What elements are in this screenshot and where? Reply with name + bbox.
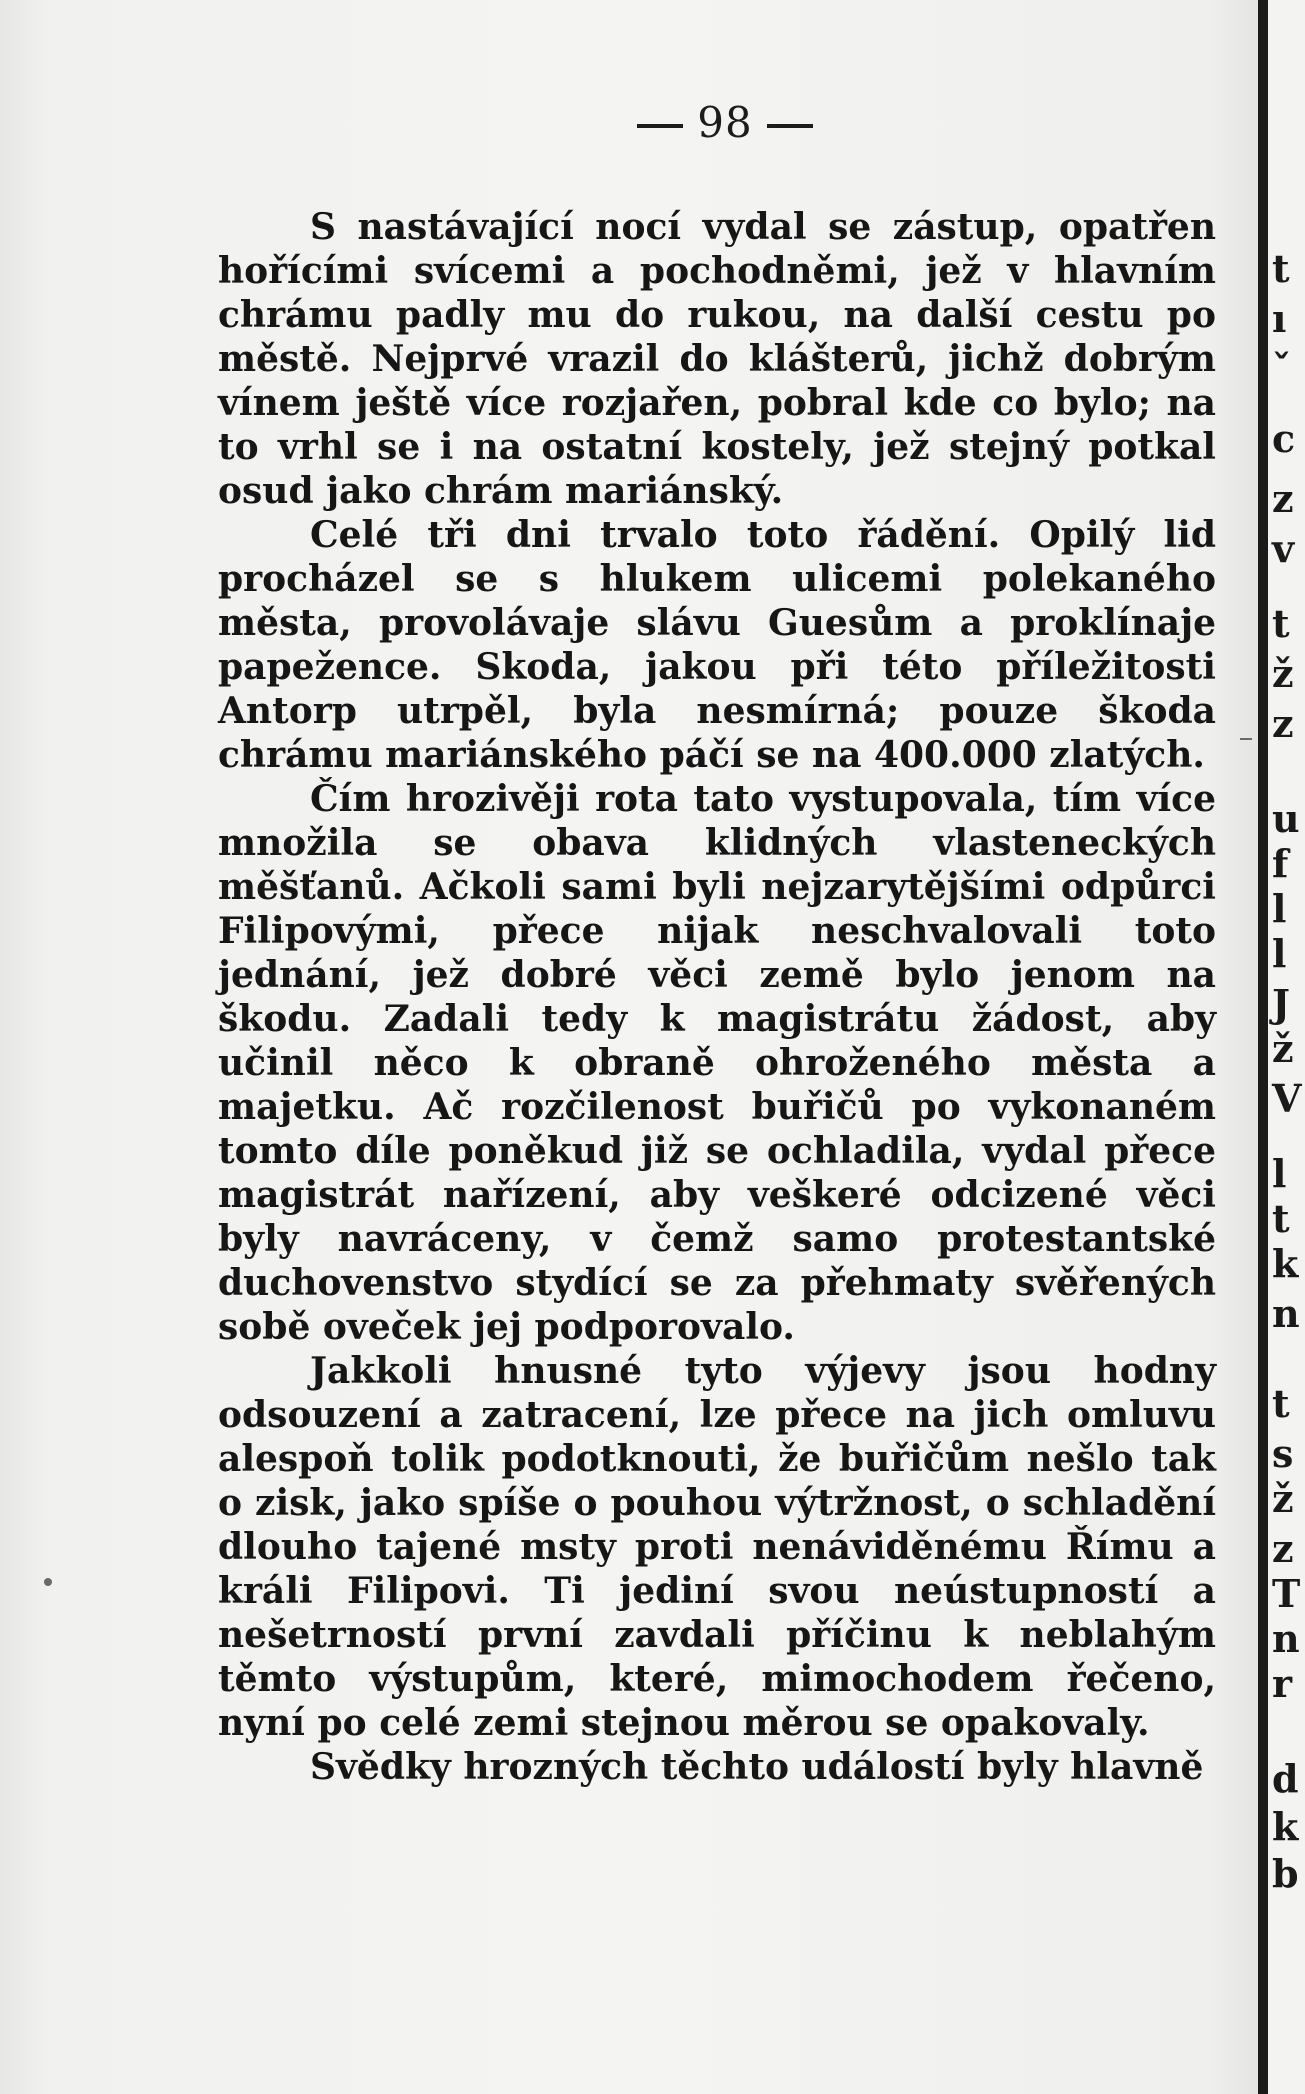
adjacent-page-fragment: ž: [1272, 1476, 1294, 1521]
page-gutter: [1258, 0, 1268, 2094]
body-text: [218, 205, 1216, 1789]
adjacent-page-fragment: k: [1272, 1804, 1299, 1849]
adjacent-page-fragment: u: [1272, 796, 1300, 841]
dash-right: [767, 124, 813, 128]
adjacent-page-fragment: n: [1272, 1291, 1300, 1336]
adjacent-page-fragment: t: [1272, 1196, 1290, 1241]
adjacent-page-fragment: J: [1272, 981, 1290, 1026]
adjacent-page-fragment: t: [1272, 601, 1290, 646]
adjacent-page-fragment: l: [1272, 886, 1287, 931]
page-number-value: 98: [697, 98, 753, 147]
adjacent-page-fragment: ı: [1272, 296, 1287, 341]
paragraph-5: Svědky hrozných těchto událostí byly hlavně: [310, 1746, 1204, 1788]
dash-left: [637, 124, 683, 128]
adjacent-page-fragment: d: [1272, 1756, 1299, 1801]
adjacent-page-fragment: T: [1272, 1571, 1301, 1616]
adjacent-page-fragment: V: [1272, 1076, 1302, 1121]
adjacent-page-fragment: l: [1272, 931, 1287, 976]
adjacent-page-fragment: n: [1272, 1616, 1300, 1661]
print-speck: [44, 1578, 52, 1586]
paragraph-4: Jakkoli hnusné tyto výjevy jsou hodny odsouzení a zatracení, lze přece na jich omluvu alespoň tolik podotknouti, že buřičům nešlo tak o zisk, jako spíše o pouhou výtržnost, o schladění dlouho tajené msty proti nenáviděnému Římu a králi Filipovi. Ti jediní svou neústupností a nešetrností první zavdali příčinu k neblahým těmto výstupům, které, mimochodem řečeno, nyní po celé zemi stejnou měrou se opakovaly.: [218, 1350, 1216, 1744]
adjacent-page-fragment: z: [1272, 476, 1294, 521]
print-speck: [1240, 738, 1252, 740]
adjacent-page-fragment: b: [1272, 1851, 1299, 1896]
adjacent-page-fragment: s: [1272, 1431, 1294, 1476]
adjacent-page-fragment: k: [1272, 1241, 1299, 1286]
paragraph-3: Čím hrozivěji rota tato vystupovala, tím více množila se obava klidných vlasteneckých měšťanů. Ačkoli sami byli nejzarytějšími odpůrci Filipovými, přece nijak neschvalovali toto jednání, jež dobré věci země bylo jenom na škodu. Zadali tedy k magistrátu žádost, aby učinil něco k obraně ohroženého města a majetku. Ač rozčilenost buřičů po vykonaném tomto díle poněkud již se ochladila, vydal přece magistrát nařízení, aby veškeré odcizené věci byly navráceny, v čemž samo protestantské duchovenstvo stydící se za přehmaty svěřených sobě oveček jej podporovalo.: [218, 778, 1216, 1348]
paragraph-2: Celé tři dni trvalo toto řádění. Opilý lid procházel se s hlukem ulicemi polekaného města, provolávaje slávu Guesům a proklínaje papežence. Skoda, jakou při této příležitosti Antorp utrpěl, byla nesmírná; pouze škoda chrámu mariánského páčí se na 400.000 zlatých.: [218, 514, 1216, 776]
adjacent-page-fragment: ž: [1272, 651, 1294, 696]
adjacent-page-fragment: v: [1272, 526, 1295, 571]
adjacent-page-fragment: f: [1272, 841, 1289, 886]
adjacent-page-fragment: t: [1272, 246, 1290, 291]
adjacent-page-fragment: t: [1272, 1381, 1290, 1426]
adjacent-page-fragment: z: [1272, 701, 1294, 746]
adjacent-page-edge: [1268, 0, 1305, 2094]
page-number: [0, 98, 1305, 147]
adjacent-page-fragment: ž: [1272, 1026, 1294, 1071]
adjacent-page-fragment: c: [1272, 416, 1296, 461]
paragraph-1: S nastávající nocí vydal se zástup, opatřen hořícími svícemi a pochodněmi, jež v hlavním chrámu padly mu do rukou, na další cestu po městě. Nejprvé vrazil do klášterů, jichž dobrým vínem ještě více rozjařen, pobral kde co bylo; na to vrhl se i na ostatní kostely, jež stejný potkal osud jako chrám mariánský.: [218, 206, 1216, 512]
adjacent-page-fragment: r: [1272, 1661, 1293, 1706]
adjacent-page-fragment: l: [1272, 1151, 1287, 1196]
adjacent-page-fragment: z: [1272, 1526, 1294, 1571]
adjacent-page-fragment: ˇ: [1272, 346, 1291, 391]
